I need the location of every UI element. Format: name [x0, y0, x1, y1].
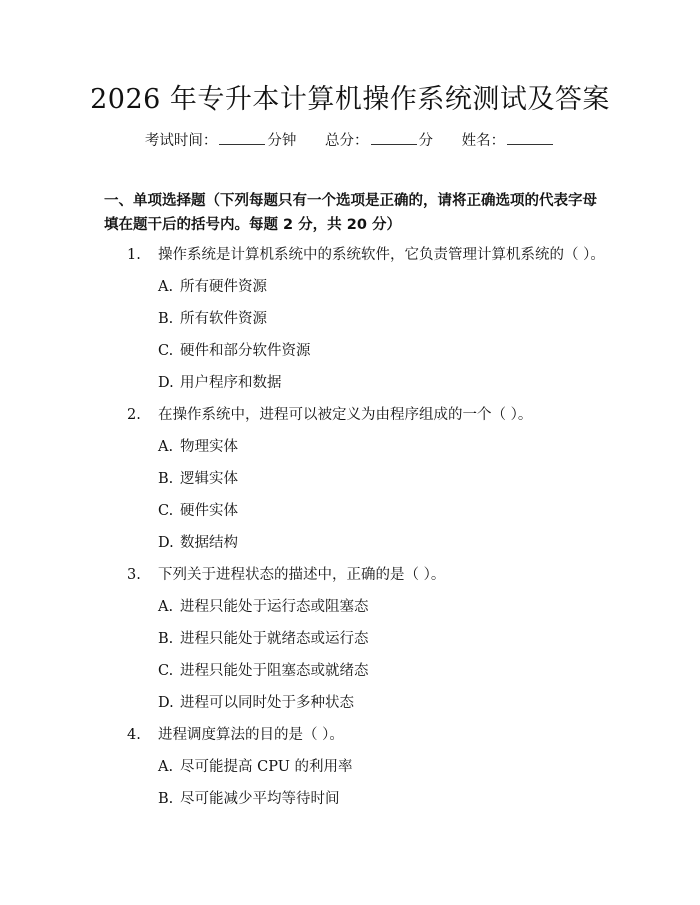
exam-time-blank — [219, 130, 265, 145]
question-text: 操作系统是计算机系统中的系统软件，它负责管理计算机系统的（ ）。 — [158, 247, 605, 263]
question-stem — [0, 719, 700, 751]
total-score-unit: 分 — [418, 133, 433, 149]
option-text: 进程可以同时处于多种状态 — [180, 695, 354, 711]
name-label: 姓名： — [461, 133, 506, 149]
question-stem — [0, 239, 700, 271]
option-text: 物理实体 — [180, 439, 238, 455]
option-letter: A. — [158, 279, 174, 295]
option-letter: D. — [158, 535, 174, 551]
question-option — [0, 623, 700, 655]
exam-time-label: 考试时间： — [144, 133, 218, 149]
total-score-blank — [371, 130, 417, 145]
exam-time-unit: 分钟 — [267, 133, 297, 149]
question-number: 4. — [127, 727, 141, 743]
option-letter: B. — [158, 631, 174, 647]
option-text: 进程只能处于运行态或阻塞态 — [180, 599, 369, 615]
total-score-label: 总分： — [325, 133, 369, 149]
question-option — [0, 591, 700, 623]
option-letter: D. — [158, 695, 174, 711]
question-stem — [0, 559, 700, 591]
name-field — [462, 130, 556, 151]
option-letter: B. — [158, 791, 174, 807]
option-letter: B. — [158, 311, 174, 327]
option-letter: A. — [158, 599, 174, 615]
option-text: 硬件实体 — [180, 503, 238, 519]
option-letter: B. — [158, 471, 174, 487]
question-text: 下列关于进程状态的描述中，正确的是（ ）。 — [158, 567, 446, 583]
option-letter: C. — [158, 343, 174, 359]
document-title: 2026 年专升本计算机操作系统测试及答案 — [90, 84, 610, 115]
option-letter: A. — [158, 439, 174, 455]
question-number: 3. — [127, 567, 141, 583]
option-text: 所有硬件资源 — [180, 279, 267, 295]
option-text: 进程只能处于就绪态或运行态 — [180, 631, 369, 647]
exam-info-line — [0, 130, 700, 151]
question-option — [0, 783, 700, 815]
name-blank — [507, 130, 553, 145]
option-letter: D. — [158, 375, 174, 391]
question-option — [0, 687, 700, 719]
section-heading: 一、单项选择题（下列每题只有一个选项是正确的，请将正确选项的代表字母填在题干后的括号内。每题 2 分，共 20 分） — [104, 193, 597, 233]
option-text: 用户程序和数据 — [180, 375, 282, 391]
option-text: 尽可能提高 CPU 的利用率 — [180, 759, 353, 775]
question-option — [0, 367, 700, 399]
option-text: 数据结构 — [180, 535, 238, 551]
option-text: 逻辑实体 — [180, 471, 238, 487]
question-option — [0, 751, 700, 783]
option-text: 所有软件资源 — [180, 311, 267, 327]
question-text: 在操作系统中，进程可以被定义为由程序组成的一个（ ）。 — [158, 407, 533, 423]
option-text: 进程只能处于阻塞态或就绪态 — [180, 663, 369, 679]
question-option — [0, 303, 700, 335]
exam-time-field — [145, 130, 297, 151]
question-list — [0, 239, 700, 815]
question-option — [0, 495, 700, 527]
option-letter: A. — [158, 759, 174, 775]
total-score-field — [325, 130, 433, 151]
option-letter: C. — [158, 663, 174, 679]
question-number: 1. — [127, 247, 141, 263]
option-letter: C. — [158, 503, 174, 519]
option-text: 尽可能减少平均等待时间 — [180, 791, 340, 807]
question-option — [0, 655, 700, 687]
question-option — [0, 463, 700, 495]
question-option — [0, 527, 700, 559]
question-option — [0, 335, 700, 367]
question-option — [0, 271, 700, 303]
question-text: 进程调度算法的目的是（ ）。 — [158, 727, 344, 743]
question-option — [0, 431, 700, 463]
question-stem — [0, 399, 700, 431]
option-text: 硬件和部分软件资源 — [180, 343, 311, 359]
question-number: 2. — [127, 407, 141, 423]
